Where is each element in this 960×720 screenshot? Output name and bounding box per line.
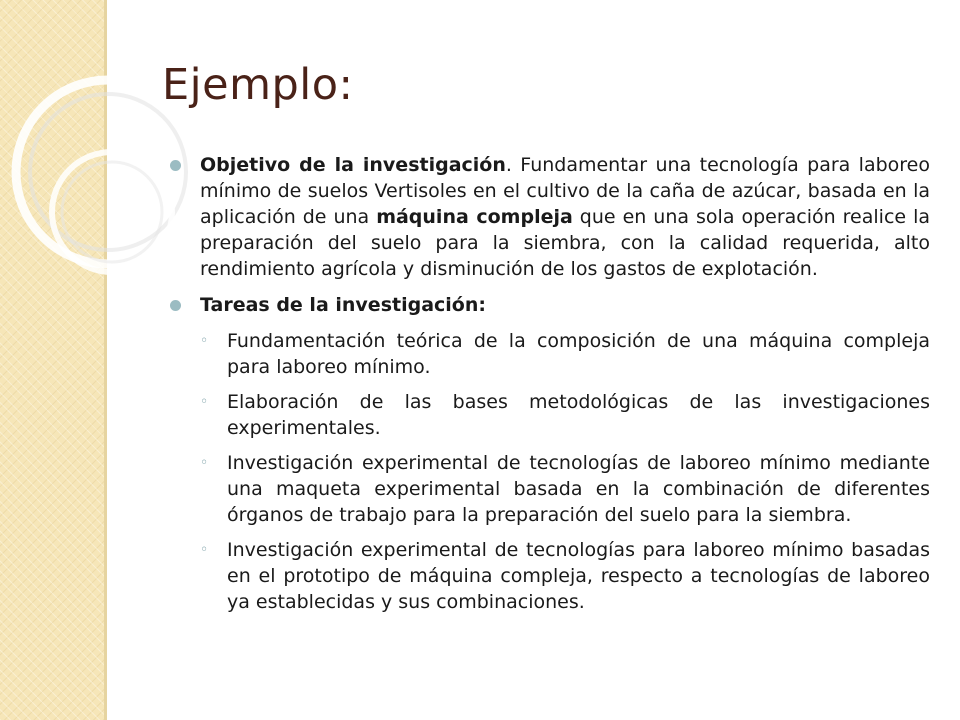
bullet-dot-icon	[170, 160, 181, 171]
task-text: Fundamentación teórica de la composición de una máquina compleja para laboreo mínimo.	[227, 330, 930, 378]
task-text: Elaboración de las bases metodológicas de las investigaciones experimentales.	[227, 391, 930, 439]
slide-title: Ejemplo:	[162, 60, 354, 110]
objective-item	[170, 152, 930, 282]
tasks-item	[170, 292, 930, 318]
objective-text-before: . Fundamentar una tecnología para laboreo mínimo de suelos Vertisoles en el cultivo de la caña de azúcar, basada en la aplicación de una	[200, 154, 930, 228]
ring-bullet-icon: ◦	[200, 455, 209, 471]
ring-bullet-icon: ◦	[200, 333, 209, 349]
bullet-dot-icon	[170, 300, 181, 311]
objective-label: Objetivo de la investigación	[200, 154, 506, 176]
task-item	[170, 537, 930, 615]
task-item	[170, 450, 930, 528]
tasks-list	[170, 328, 930, 615]
objective-text-after: que en una sola operación realice la preparación del suelo para la siembra, con la calidad requerida, alto rendimiento agrícola y disminución de los gastos de explotación.	[200, 206, 930, 280]
ring-bullet-icon: ◦	[200, 394, 209, 410]
task-item	[170, 389, 930, 441]
task-item	[170, 328, 930, 380]
slide-content	[170, 152, 930, 624]
ring-bullet-icon: ◦	[200, 542, 209, 558]
tasks-label: Tareas de la investigación:	[200, 294, 486, 316]
task-text: Investigación experimental de tecnologías para laboreo mínimo basadas en el prototipo de máquina compleja, respecto a tecnologías de laboreo ya establecidas y sus combinaciones.	[227, 539, 930, 613]
objective-emphasis: máquina compleja	[376, 206, 573, 228]
task-text: Investigación experimental de tecnologías de laboreo mínimo mediante una maqueta experimental basada en la combinación de diferentes órganos de trabajo para la preparación del suelo para la siembra.	[227, 452, 930, 526]
